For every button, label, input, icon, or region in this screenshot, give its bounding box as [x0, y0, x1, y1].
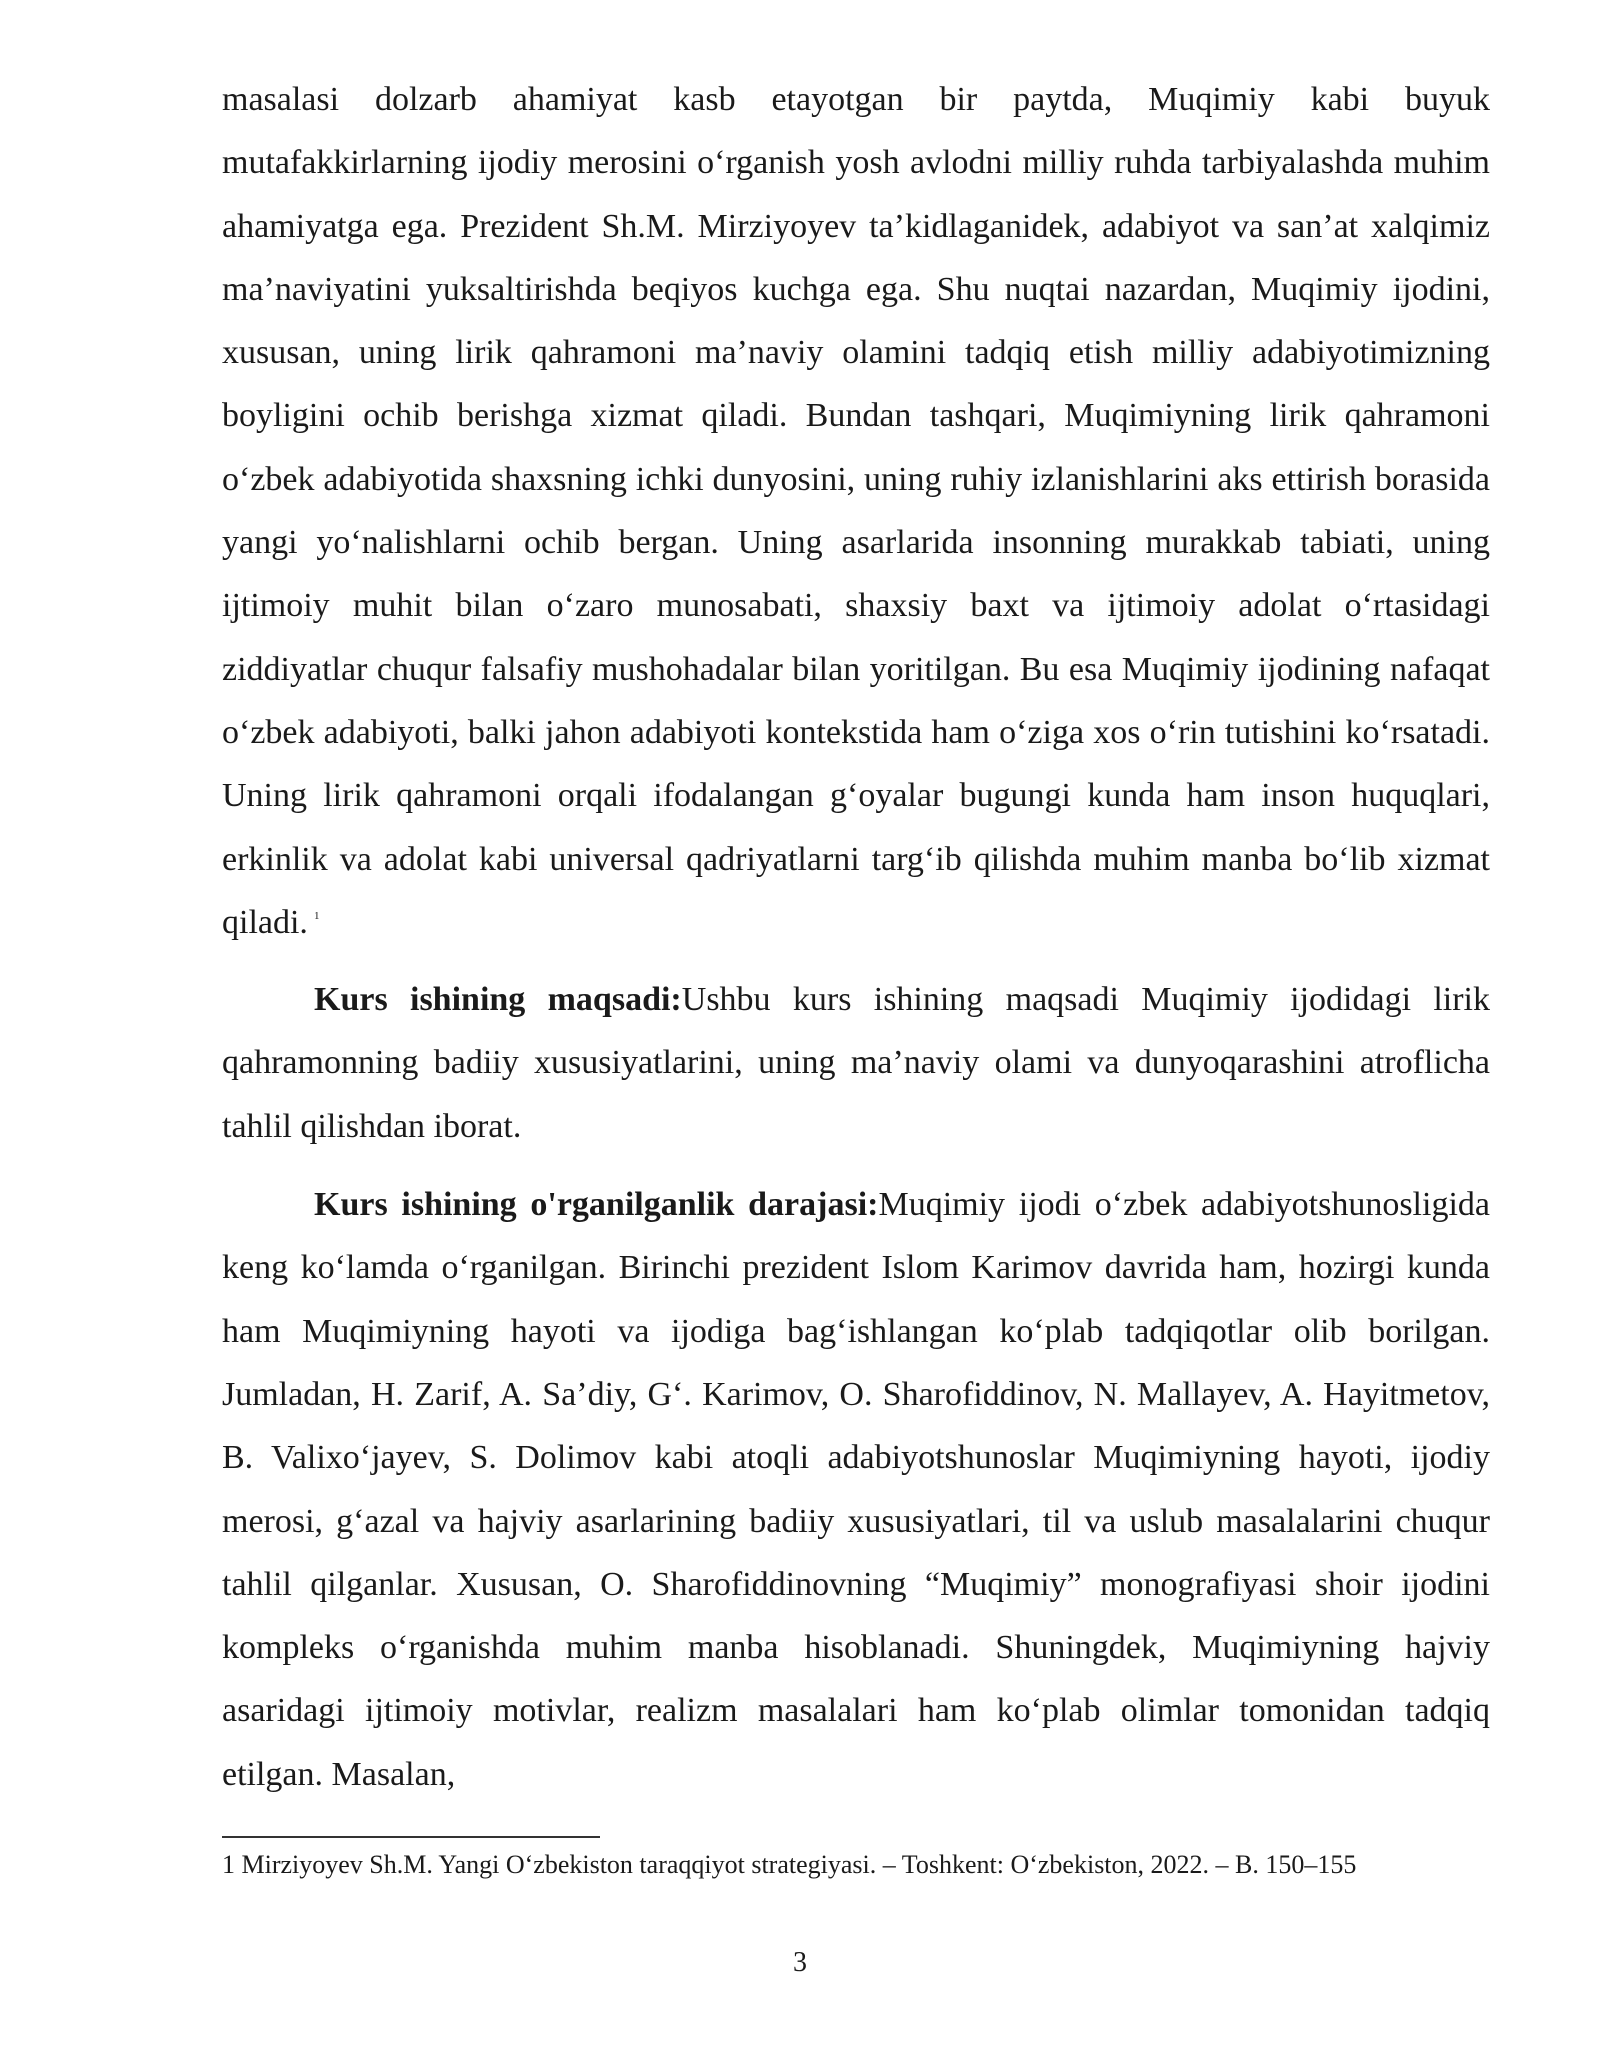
paragraph-study-level [222, 1173, 1490, 1806]
page-number: 3 [793, 1947, 807, 1978]
footnote [222, 1848, 1522, 1882]
goal-heading: Kurs ishining maqsadi: [314, 981, 682, 1019]
study-level-text: Muqimiy ijodi o‘zbek adabiyotshunosligida keng ko‘lamda o‘rganilgan. Birinchi prezident Islom Karimov davrida ham, hozirgi kunda ham Muqimiyning hayoti va ijodiga bag‘ishlangan ko‘plab tadqiqotlar olib borilgan. Jumladan, H. Zarif, A. Sa’diy, G‘. Karimov, O. Sharofiddinov, N. Mallayev, A. Hayitmetov, B. Valixo‘jayev, S. Dolimov kabi atoqli adabiyotshunoslar Muqimiyning hayoti, ijodiy merosi, g‘azal va hajviy asarlarining badiiy xususiyatlari, til va uslub masalalarini chuqur tahlil qilganlar. Xususan, O. Sharofiddinovning “Muqimiy” monografiyasi shoir ijodini kompleks o‘rganishda muhim manba hisoblanadi. Shuningdek, Muqimiyning hajviy asaridagi ijtimoiy motivlar, realizm masalalari ham ko‘plab olimlar tomonidan tadqiq etilgan. Masalan, [222, 1186, 1490, 1793]
footnote-number: 1 [222, 1850, 235, 1879]
footnote-reference[interactable]: 1 [313, 909, 320, 922]
study-level-heading: Kurs ishining o'rganilganlik darajasi: [314, 1186, 879, 1224]
paragraph-intro [222, 68, 1490, 954]
goal-text: Ushbu kurs ishining maqsadi Muqimiy ijodidagi lirik qahramonning badiiy xususiyatlarini, uning ma’naviy olami va dunyoqarashini atroflicha tahlil qilishdan iborat. [222, 981, 1490, 1145]
paragraph-goal [222, 968, 1490, 1158]
page-body [222, 68, 1490, 1806]
footnote-text: Mirziyoyev Sh.M. Yangi O‘zbekiston taraqqiyot strategiyasi. – Toshkent: O‘zbekiston, 2022. – B. 150–155 [241, 1850, 1357, 1879]
paragraph-intro-text: masalasi dolzarb ahamiyat kasb etayotgan bir paytda, Muqimiy kabi buyuk mutafakkirlarning ijodiy merosini o‘rganish yosh avlodni milliy ruhda tarbiyalashda muhim ahamiyatga ega. Prezident Sh.M. Mirziyoyev ta’kidlaganidek, adabiyot va san’at xalqimiz ma’naviyatini yuksaltirishda beqiyos kuchga ega. Shu nuqtai nazardan, Muqimiy ijodini, xususan, uning lirik qahramoni ma’naviy olamini tadqiq etish milliy adabiyotimizning boyligini ochib berishga xizmat qiladi. Bundan tashqari, Muqimiyning lirik qahramoni o‘zbek adabiyotida shaxsning ichki dunyosini, uning ruhiy izlanishlarini aks ettirish borasida yangi yo‘nalishlarni ochib bergan. Uning asarlarida insonning murakkab tabiati, uning ijtimoiy muhit bilan o‘zaro munosabati, shaxsiy baxt va ijtimoiy adolat o‘rtasidagi ziddiyatlar chuqur falsafiy mushohadalar bilan yoritilgan. Bu esa Muqimiy ijodining nafaqat o‘zbek adabiyoti, balki jahon adabiyoti kontekstida ham o‘ziga xos o‘rin tutishini ko‘rsatadi. Uning lirik qahramoni orqali ifodalangan g‘oyalar bugungi kunda ham inson huquqlari, erkinlik va adolat kabi universal qadriyatlarni targ‘ib qilishda muhim manba bo‘lib xizmat qiladi. [222, 81, 1490, 941]
footnote-separator [222, 1836, 600, 1838]
